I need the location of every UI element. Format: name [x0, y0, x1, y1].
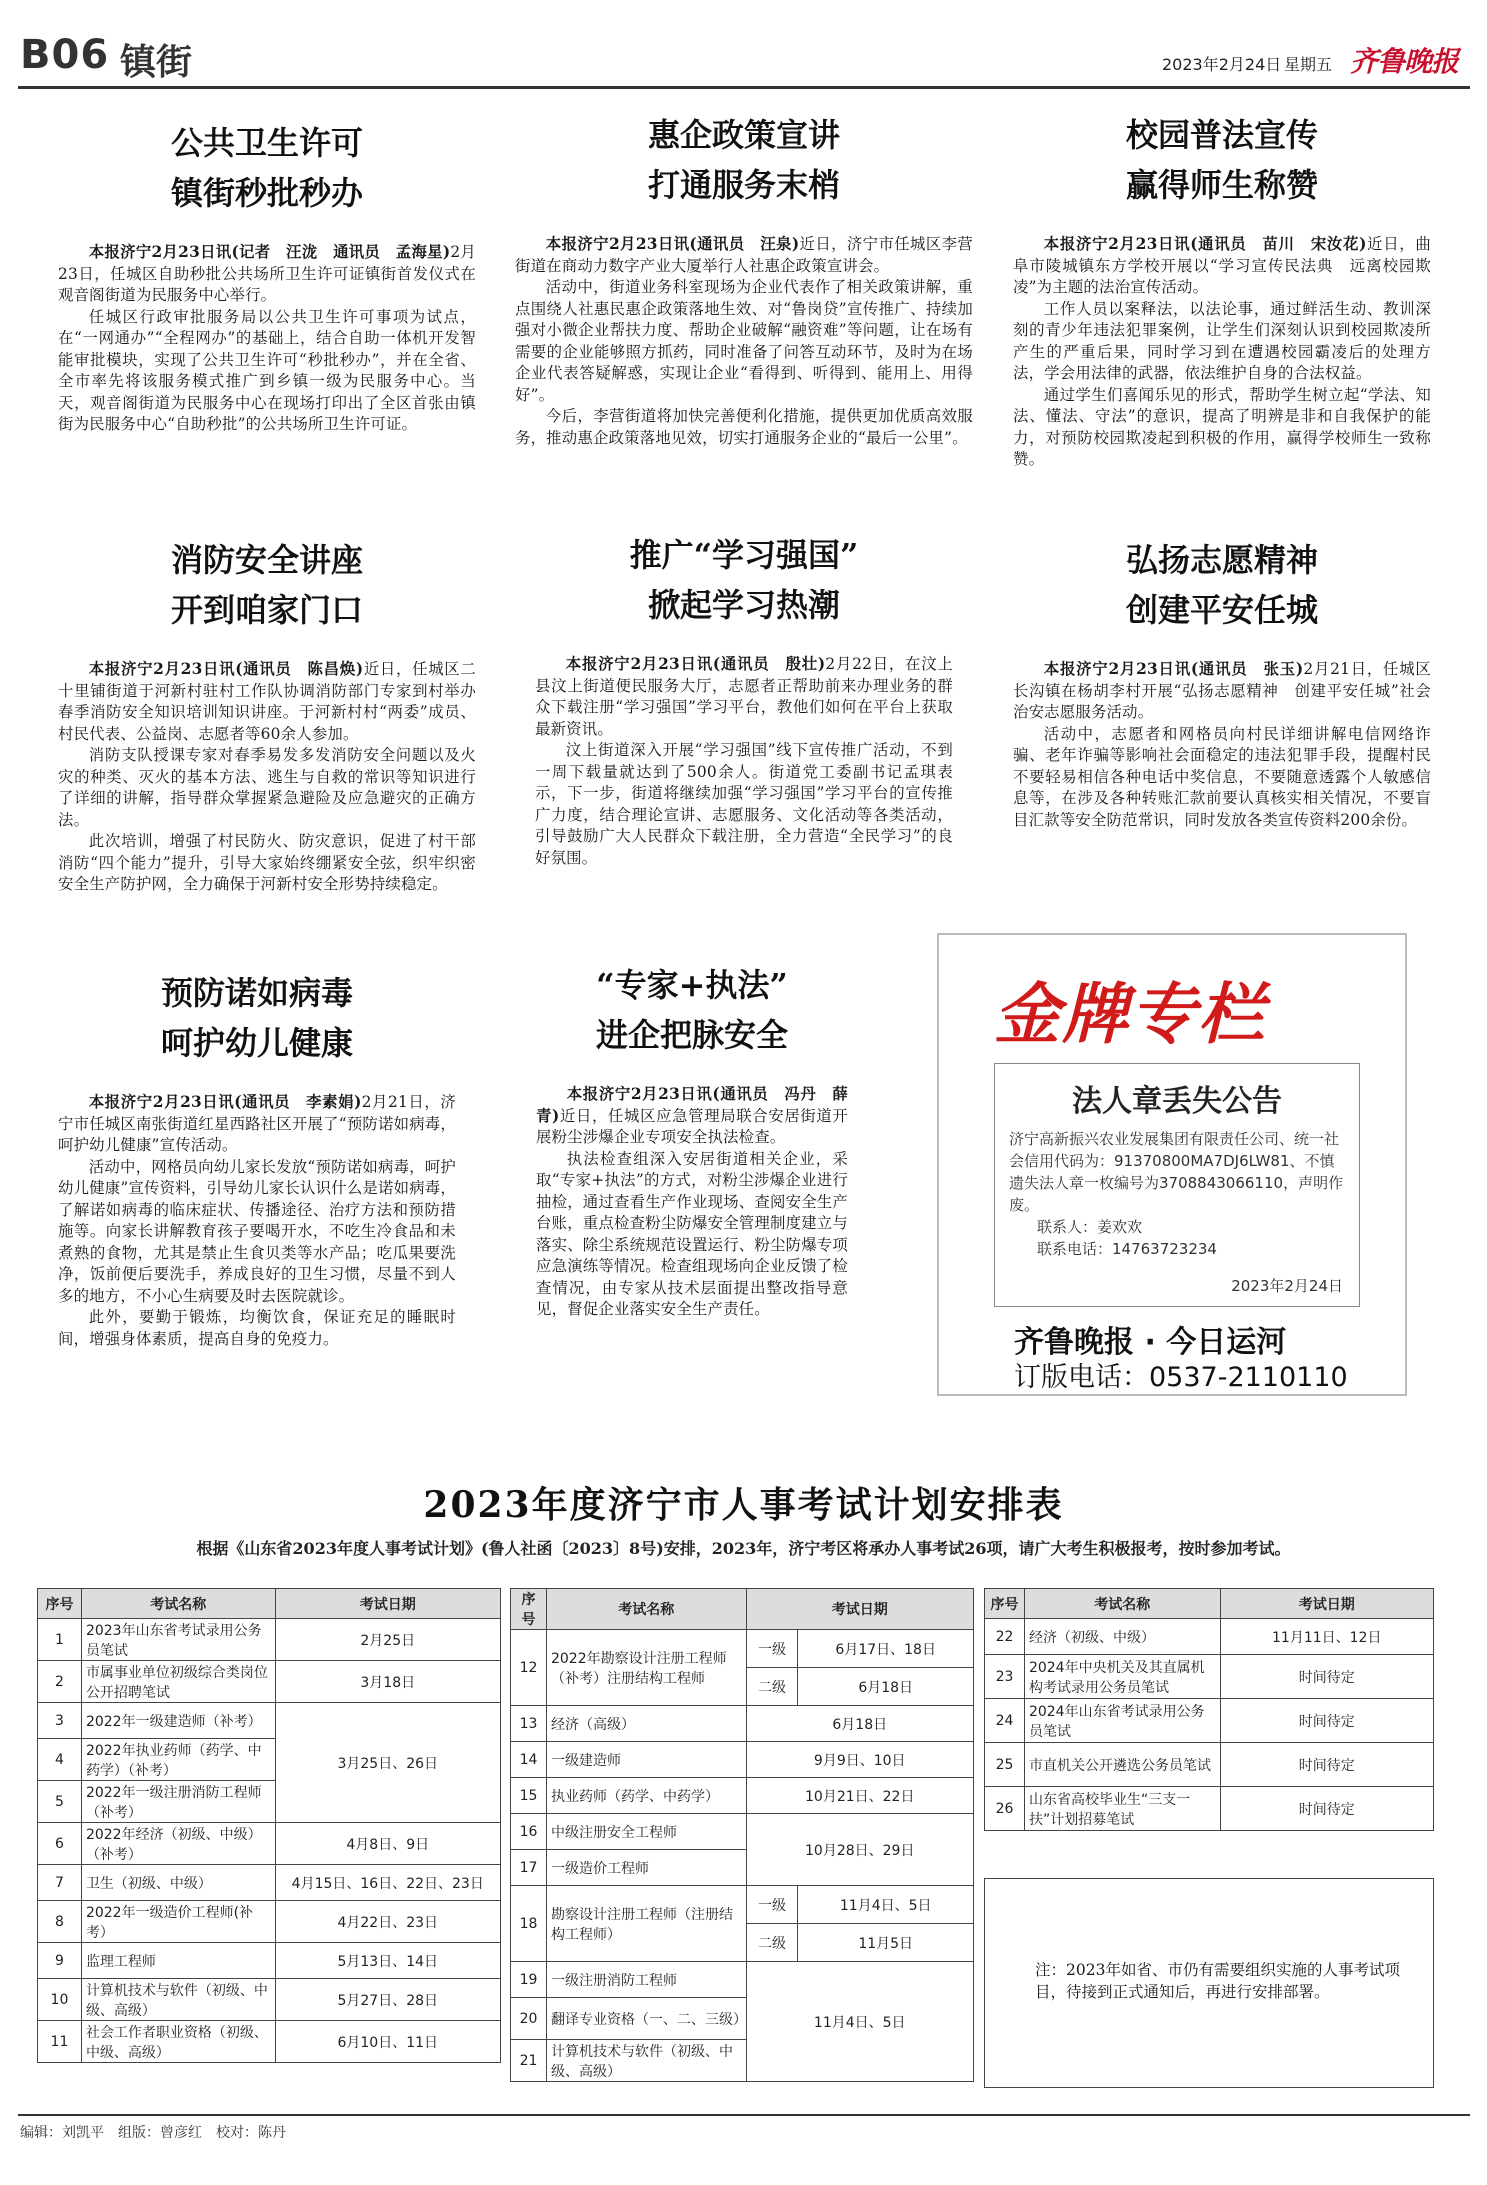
table-row: 20 翻译专业资格（一、二、三级） [511, 1998, 974, 2040]
header-rule [18, 86, 1470, 89]
table-row: 1 2023年山东省考试录用公务员笔试 2月25日 [38, 1619, 501, 1661]
notice-phone: 联系电话：14763723234 [1037, 1240, 1217, 1258]
table-row: 14 一级建造师 9月9日、10日 [511, 1742, 974, 1778]
table-row: 11 社会工作者职业资格（初级、中级、高级） 6月10日、11日 [38, 2021, 501, 2063]
table-row: 13 经济（高级） 6月18日 [511, 1706, 974, 1742]
article-fire-safety [58, 535, 476, 896]
article-norovirus [58, 968, 456, 1350]
notice-text: 济宁高新振兴农业发展集团有限责任公司、统一社会信用代码为：91370800MA7DJ6LW81、不慎遗失法人章一枚编号为3708843066110，声明作废。 [1009, 1130, 1344, 1214]
footer-credits: 编辑：刘凯平 组版：曾彦红 校对：陈丹 [20, 2125, 286, 2141]
issue-weekday: 星期五 [1284, 55, 1333, 74]
table-row: 26 山东省高校毕业生“三支一扶”计划招募笔试 时间待定 [985, 1787, 1434, 1831]
article-lead: 本报济宁2月23日讯(通讯员 张玉)2月21日，任城区长沟镇在杨胡李村开展“弘扬志愿精神 创建平安任城”社会治安志愿服务活动。 [1013, 660, 1431, 721]
newspaper-logo: 齐鲁晚报 [1350, 45, 1459, 78]
notice-title: 法人章丢失公告 [1072, 1084, 1282, 1119]
page-number: B06 [20, 32, 110, 78]
table-row: 12 2022年勘察设计注册工程师（补考）注册结构工程师 一级 6月17日、18日 [511, 1630, 974, 1668]
article-lead: 本报济宁2月23日讯(通讯员 李素娟)2月21日，济宁市任城区南张街道红星西路社区开展了“预防诺如病毒，呵护幼儿健康”宣传活动。 [58, 1093, 456, 1154]
article-lead: 本报济宁2月23日讯(通讯员 殷壮)2月22日，在汶上县汶上街道便民服务大厅，志愿者正帮助前来办理业务的群众下载注册“学习强国”学习平台，教他们如何在平台上获取最新资讯。 [535, 655, 953, 738]
col-date: 考试日期 [1220, 1589, 1434, 1619]
article-paragraph: 此外，要勤于锻炼，均衡饮食，保证充足的睡眠时间，增强身体素质，提高自身的免疫力。 [58, 1308, 456, 1348]
article-lead: 本报济宁2月23日讯(通讯员 陈昌焕)近日，任城区二十里铺街道于河新村驻村工作队协调消防部门专家到村举办春季消防安全知识培训知识讲座。于河新村村“两委”成员、村民代表、公益岗、志愿者等60余人参加。 [58, 660, 476, 743]
article-paragraph: 活动中，网格员向幼儿家长发放“预防诺如病毒，呵护幼儿健康”宣传资料，引导幼儿家长认识什么是诺如病毒，了解诺如病毒的临床症状、传播途径、治疗方法和预防措施等。向家长讲解教育孩子要喝开水，不吃生冷食品和未煮熟的食物，尤其是禁止生食贝类等水产品；吃瓜果要洗净，饭前便后要洗手，养成良好的卫生习惯，尽量不到人多的地方，不小心生病要及时去医院就诊。 [58, 1157, 456, 1305]
table-row: 17 一级造价工程师 [511, 1850, 974, 1886]
table-row: 二级 6月18日 [511, 1668, 974, 1706]
table-row: 8 2022年一级造价工程师(补考） 4月22日、23日 [38, 1901, 501, 1943]
col-no: 序号 [985, 1589, 1025, 1619]
article-headline: “专家+执法” 进企把脉安全 [595, 966, 788, 1054]
notice-date: 2023年2月24日 [1231, 1277, 1343, 1295]
section-title: 镇街 [120, 42, 193, 83]
table-row: 23 2024年中央机关及其直属机构考试录用公务员笔试 时间待定 [985, 1655, 1434, 1699]
table-row: 3 2022年一级建造师（补考） 3月25日、26日 [38, 1703, 501, 1739]
ad-paper-name: 齐鲁晚报 · 今日运河 [1014, 1325, 1287, 1360]
table-row: 19 一级注册消防工程师 11月4日、5日 [511, 1962, 974, 1998]
article-public-health [58, 118, 476, 436]
table-row: 二级 11月5日 [511, 1924, 974, 1962]
article-paragraph: 工作人员以案释法，以法论事，通过鲜活生动、教训深刻的青少年违法犯罪案例，让学生们深刻认识到校园欺凌所产生的严重后果，同时学习到在遭遇校园霸凌后的处理方法，学会用法律的武器，依法维护自身的合法权益。 [1013, 299, 1431, 382]
article-campus-law [1013, 110, 1431, 471]
article-headline: 弘扬志愿精神 创建平安任城 [1125, 541, 1318, 629]
article-paragraph: 活动中，志愿者和网格员向村民详细讲解电信网络诈骗、老年诈骗等影响社会面稳定的违法犯罪手段，提醒村民不要轻易相信各种电话中奖信息，不要随意透露个人敏感信息等，在涉及各种转账汇款前要认真核实相关情况，不要盲目汇款等安全防范常识，同时发放各类宣传资料200余份。 [1013, 724, 1431, 829]
table-row: 21 计算机技术与软件（初级、中级、高级） [511, 2040, 974, 2082]
table-row: 4 2022年执业药师（药学、中药学）（补考） [38, 1739, 501, 1781]
table-row: 18 勘察设计注册工程师（注册结构工程师） 一级 11月4日、5日 [511, 1886, 974, 1924]
article-headline: 惠企政策宣讲 打通服务末梢 [647, 116, 840, 204]
table-row: 25 市直机关公开遴选公务员笔试 时间待定 [985, 1743, 1434, 1787]
article-paragraph: 今后，李营街道将加快完善便利化措施，提供更加优质高效服务，推动惠企政策落地见效，切实打通服务企业的“最后一公里”。 [515, 407, 973, 447]
table-row: 22 经济（初级、中级） 11月11日、12日 [985, 1619, 1434, 1655]
article-lead: 本报济宁2月23日讯(记者 汪泷 通讯员 孟海星)2月23日，任城区自助秒批公共场所卫生许可证镇街首发仪式在观音阁街道为民服务中心举行。 [58, 243, 476, 304]
article-paragraph: 消防支队授课专家对春季易发多发消防安全问题以及火灾的种类、灭火的基本方法、逃生与自救的常识等知识进行了详细的讲解，指导群众掌握紧急避险及应急避灾的正确方法。 [58, 746, 476, 829]
table-row: 6 2022年经济（初级、中级）（补考） 4月8日、9日 [38, 1823, 501, 1865]
exam-table-right [984, 1588, 1434, 1831]
lost-seal-notice [994, 1063, 1360, 1307]
article-headline: 校园普法宣传 赢得师生称赞 [1125, 116, 1318, 204]
exam-table-middle [510, 1588, 974, 2082]
article-headline: 推广“学习强国” 掀起学习热潮 [629, 536, 859, 624]
article-headline: 公共卫生许可 镇街秒批秒办 [170, 124, 363, 212]
article-paragraph: 此次培训，增强了村民防火、防灾意识，促进了村干部消防“四个能力”提升，引导大家始终绷紧安全弦，织牢织密安全生产防护网，全力确保于河新村安全形势持续稳定。 [58, 832, 476, 893]
col-name: 考试名称 [546, 1589, 746, 1630]
article-volunteer [1013, 535, 1431, 831]
article-study-platform [535, 530, 953, 869]
article-paragraph: 任城区行政审批服务局以公共卫生许可事项为试点，在“一网通办”“全程网办”的基础上，结合自助一体机开发智能审批模块，实现了公共卫生许可“秒批秒办”，并在全省、全市率先将该服务模式推广到乡镇一级为民服务中心。当天，观音阁街道为民服务中心在现场打印出了全区首张由镇街为民服务中心“自助秒批”的公共场所卫生许可证。 [58, 307, 476, 433]
footer-rule [18, 2114, 1470, 2116]
col-date: 考试日期 [746, 1589, 974, 1630]
article-expert-inspection [536, 960, 848, 1321]
table-row: 5 2022年一级注册消防工程师（补考） [38, 1781, 501, 1823]
table-row: 2 市属事业单位初级综合类岗位公开招聘笔试 3月18日 [38, 1661, 501, 1703]
article-lead: 本报济宁2月23日讯(通讯员 苗川 宋汝花)近日，曲阜市陵城镇东方学校开展以“学习宣传民法典 远离校园欺凌”为主题的法治宣传活动。 [1013, 235, 1431, 296]
article-policy-talk [515, 110, 973, 449]
article-headline: 预防诺如病毒 呵护幼儿健康 [160, 974, 353, 1062]
exam-note: 注：2023年如省、市仍有需要组织实施的人事考试项目，待接到正式通知后，再进行安排部署。 [984, 1878, 1434, 2088]
exam-table-left [37, 1588, 501, 2063]
exam-schedule-subtitle: 根据《山东省2023年度人事考试计划》(鲁人社函〔2023〕8号)安排，2023年，济宁考区将承办人事考试26项，请广大考生积极报考，按时参加考试。 [196, 1539, 1291, 1558]
issue-date: 2023年2月24日 [1162, 55, 1282, 74]
article-paragraph: 通过学生们喜闻乐见的形式，帮助学生树立起“学法、知法、懂法、守法”的意识，提高了明辨是非和自我保护的能力，对预防校园欺凌起到积极的作用，赢得学校师生一致称赞。 [1013, 385, 1431, 468]
exam-schedule-title: 2023年度济宁市人事考试计划安排表 [423, 1484, 1064, 1526]
col-date: 考试日期 [275, 1589, 500, 1619]
gold-column-logo: 金牌专栏 [994, 975, 1266, 1053]
table-row: 15 执业药师（药学、中药学） 10月21日、22日 [511, 1778, 974, 1814]
table-row: 16 中级注册安全工程师 10月28日、29日 [511, 1814, 974, 1850]
gold-column-ad [937, 933, 1407, 1396]
notice-contact: 联系人：姜欢欢 [1037, 1218, 1143, 1236]
col-no: 序号 [511, 1589, 547, 1630]
col-name: 考试名称 [81, 1589, 275, 1619]
col-no: 序号 [38, 1589, 82, 1619]
article-paragraph: 执法检查组深入安居街道相关企业，采取“专家+执法”的方式，对粉尘涉爆企业进行抽检，通过查看生产作业现场、查阅安全生产台账，重点检查粉尘防爆安全管理制度建立与落实、除尘系统规范设置运行、粉尘防爆专项应急演练等情况。检查组现场向企业反馈了检查情况，由专家从技术层面提出整改指导意见，督促企业落实安全生产责任。 [536, 1149, 848, 1318]
article-paragraph: 汶上街道深入开展“学习强国”线下宣传推广活动，不到一周下载量就达到了500余人。街道党工委副书记孟琪表示，下一步，街道将继续加强“学习强国”学习平台的宣传推广力度，结合理论宣讲、志愿服务、文化活动等各类活动，引导鼓励广大人民群众下载注册，全力营造“全民学习”的良好氛围。 [535, 741, 953, 867]
table-row: 7 卫生（初级、中级） 4月15日、16日、22日、23日 [38, 1865, 501, 1901]
article-paragraph: 活动中，街道业务科室现场为企业代表作了相关政策讲解，重点围绕人社惠民惠企政策落地生效、对“鲁岗贷”宣传推广、持续加强对小微企业帮扶力度、帮助企业破解“融资难”等问题，让在场有需要的企业能够照方抓药，同时准备了问答互动环节，及时为在场企业代表答疑解惑，实现让企业“看得到、听得到、能用上、用得好”。 [515, 278, 973, 404]
table-row: 24 2024年山东省考试录用公务员笔试 时间待定 [985, 1699, 1434, 1743]
article-lead: 本报济宁2月23日讯(通讯员 冯丹 薛青)近日，任城区应急管理局联合安居街道开展粉尘涉爆企业专项安全执法检查。 [536, 1085, 848, 1146]
article-headline: 消防安全讲座 开到咱家门口 [170, 541, 363, 629]
article-lead: 本报济宁2月23日讯(通讯员 汪泉)近日，济宁市任城区李营街道在商动力数字产业大厦举行人社惠企政策宣讲会。 [515, 235, 973, 275]
table-row: 9 监理工程师 5月13日、14日 [38, 1943, 501, 1979]
col-name: 考试名称 [1024, 1589, 1220, 1619]
table-row: 10 计算机技术与软件（初级、中级、高级） 5月27日、28日 [38, 1979, 501, 2021]
ad-order-phone: 订版电话：0537-2110110 [1014, 1362, 1348, 1393]
